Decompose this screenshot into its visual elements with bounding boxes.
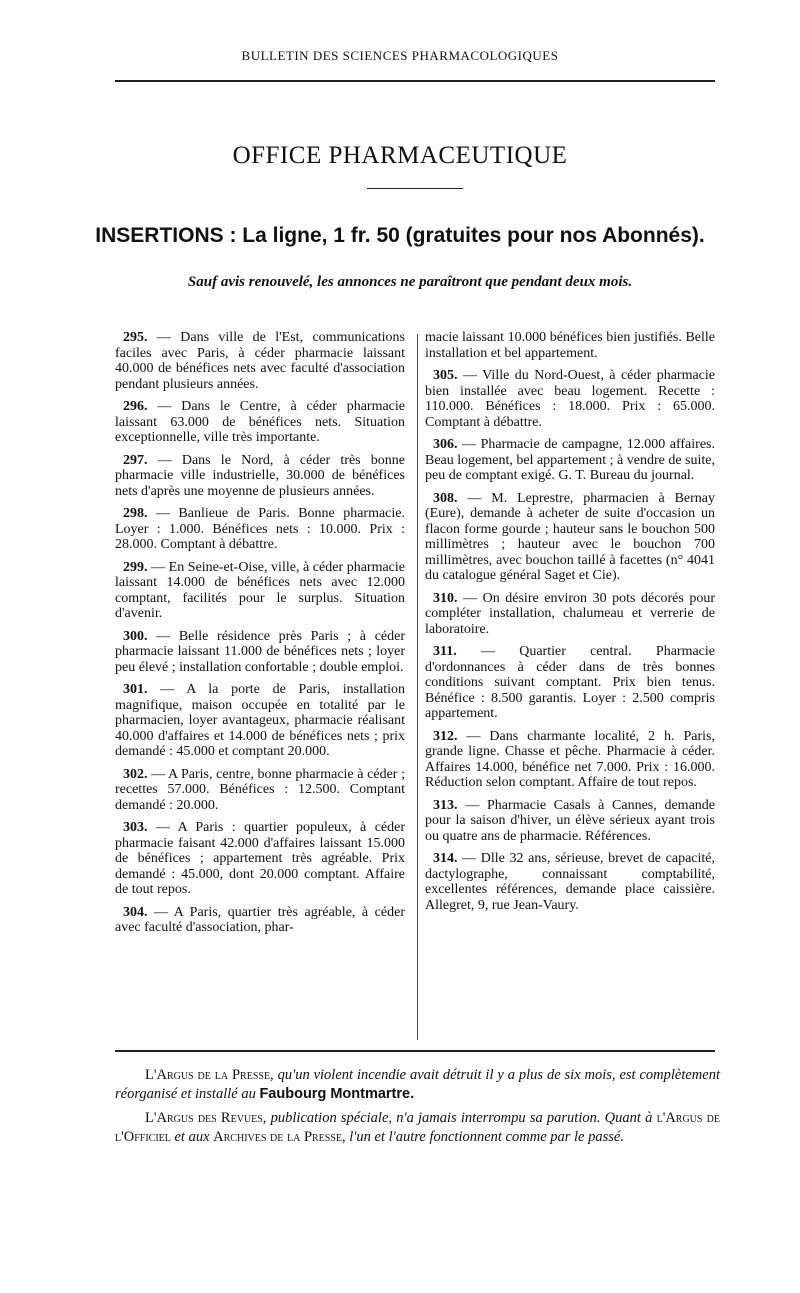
- classified-columns: [115, 330, 720, 1048]
- column-divider: [417, 334, 418, 1040]
- ad-item: 298. — Banlieue de Paris. Bonne pharmacie. Loyer : 1.000. Bénéfices nets : 10.000. Prix : 28.000. Comptant à débattre.: [115, 506, 405, 552]
- ad-item: 299. — En Seine-et-Oise, ville, à céder pharmacie laissant 14.000 de bénéfices nets avec 12.000 comptant, facilités pour le surplus. Situation d'avenir.: [115, 559, 405, 621]
- ad-item: 308. — M. Leprestre, pharmacien à Bernay (Eure), demande à acheter de suite d'occasion un flacon forme gourde ; hauteur sans le bouchon 500 millimètres ; hauteur avec le bouchon 700 millimètres, avec bouchon taillé à facettes (n° 4041 du catalogue général Saget et Cie).: [425, 490, 715, 583]
- notice-text: Sauf avis renouvelé, les annonces ne paraîtront que pendant deux mois.: [187, 274, 633, 290]
- ad-item: 304. — A Paris, quartier très agréable, à céder avec faculté d'association, phar-: [115, 904, 405, 935]
- insertions-heading: INSERTIONS : La ligne, 1 fr. 50 (gratuites pour nos Abonnés).: [95, 224, 705, 247]
- right-column: [425, 330, 715, 920]
- footer-paragraph: L'Argus de la Presse, qu'un violent incendie avait détruit il y a plus de six mois, est complètement réorganisé et installé au Faubourg Montmartre.: [115, 1067, 720, 1102]
- title-rule: [367, 188, 463, 189]
- ad-item: 302. — A Paris, centre, bonne pharmacie à céder ; recettes 57.000. Bénéfices : 12.500. Comptant demandé : 20.000.: [115, 766, 405, 813]
- footer-notice: [115, 1066, 720, 1152]
- footer-rule: [115, 1050, 715, 1052]
- ad-item: 305. — Ville du Nord-Ouest, à céder pharmacie bien installée avec beau logement. Recette : 110.000. Bénéfices : 18.000. Prix : 65.000. Comptant à débattre.: [425, 368, 715, 430]
- header-rule: [115, 80, 715, 82]
- ad-item: macie laissant 10.000 bénéfices bien justifiés. Belle installation et bel appartement.: [425, 330, 715, 361]
- ad-item: 300. — Belle résidence près Paris ; à céder pharmacie laissant 11.000 de bénéfices nets ; loyer peu élevé ; installation confortable ; double emploi.: [115, 628, 405, 675]
- ad-item: 303. — A Paris : quartier populeux, à céder pharmacie faisant 42.000 d'affaires laissant 15.000 de bénéfices ; appartement très agréable. Prix demandé : 45.000, dont 20.000 comptant. Affaire de tout repos.: [115, 820, 405, 897]
- ad-item: 301. — A la porte de Paris, installation magnifique, maison occupée en totalité par le pharmacien, loyer avantageux, pharmacie réalisant 40.000 d'affaires et 14.000 de bénéfices nets ; prix demandé : 45.000 et comptant 20.000.: [115, 682, 405, 759]
- left-column: [115, 330, 405, 943]
- footer-paragraph: L'Argus des Revues, publication spéciale, n'a jamais interrompu sa parution. Quant à l'Argus de l'Officiel et aux Archives de la Presse, l'un et l'autre fonctionnent comme par le passé.: [115, 1110, 720, 1145]
- ad-item: 310. — On désire environ 30 pots décorés pour compléter installation, chalumeau et verrerie de laboratoire.: [425, 590, 715, 637]
- page-title: OFFICE PHARMACEUTIQUE: [232, 142, 568, 169]
- running-title: BULLETIN DES SCIENCES PHARMACOLOGIQUES: [241, 48, 559, 63]
- ad-item: 297. — Dans le Nord, à céder très bonne pharmacie ville industrielle, 30.000 de bénéfices nets d'après une moyenne de plusieurs années.: [115, 452, 405, 499]
- ad-item: 311. — Quartier central. Pharmacie d'ordonnances à céder dans de très bonnes conditions suivant comptant. Prix bien tenus. Bénéfice : 8.500 garantis. Loyer : 2.500 compris appartement.: [425, 644, 715, 721]
- ad-item: 313. — Pharmacie Casals à Cannes, demande pour la saison d'hiver, un élève sérieux ayant trois ou quatre ans de pharmacie. Références.: [425, 797, 715, 844]
- ad-item: 314. — Dlle 32 ans, sérieuse, brevet de capacité, dactylographe, connaissant comptabilité, excellentes références, demande place caissière. Allegret, 9, rue Jean-Vaury.: [425, 851, 715, 913]
- ad-item: 295. — Dans ville de l'Est, communications faciles avec Paris, à céder pharmacie laissant 40.000 de bénéfices nets avec faculté d'association pendant plusieurs années.: [115, 330, 405, 392]
- ad-item: 312. — Dans charmante localité, 2 h. Paris, grande ligne. Chasse et pêche. Pharmacie à céder. Affaires 14.000, bénéfice net 7.000. Prix : 16.000. Réduction selon comptant. Affaire de tout repos.: [425, 728, 715, 790]
- ad-item: 296. — Dans le Centre, à céder pharmacie laissant 63.000 de bénéfices nets. Situation exceptionnelle, ville très importante.: [115, 399, 405, 445]
- ad-item: 306. — Pharmacie de campagne, 12.000 affaires. Beau logement, bel appartement ; à vendre de suite, peu de comptant exigé. G. T. Bureau du journal.: [425, 437, 716, 483]
